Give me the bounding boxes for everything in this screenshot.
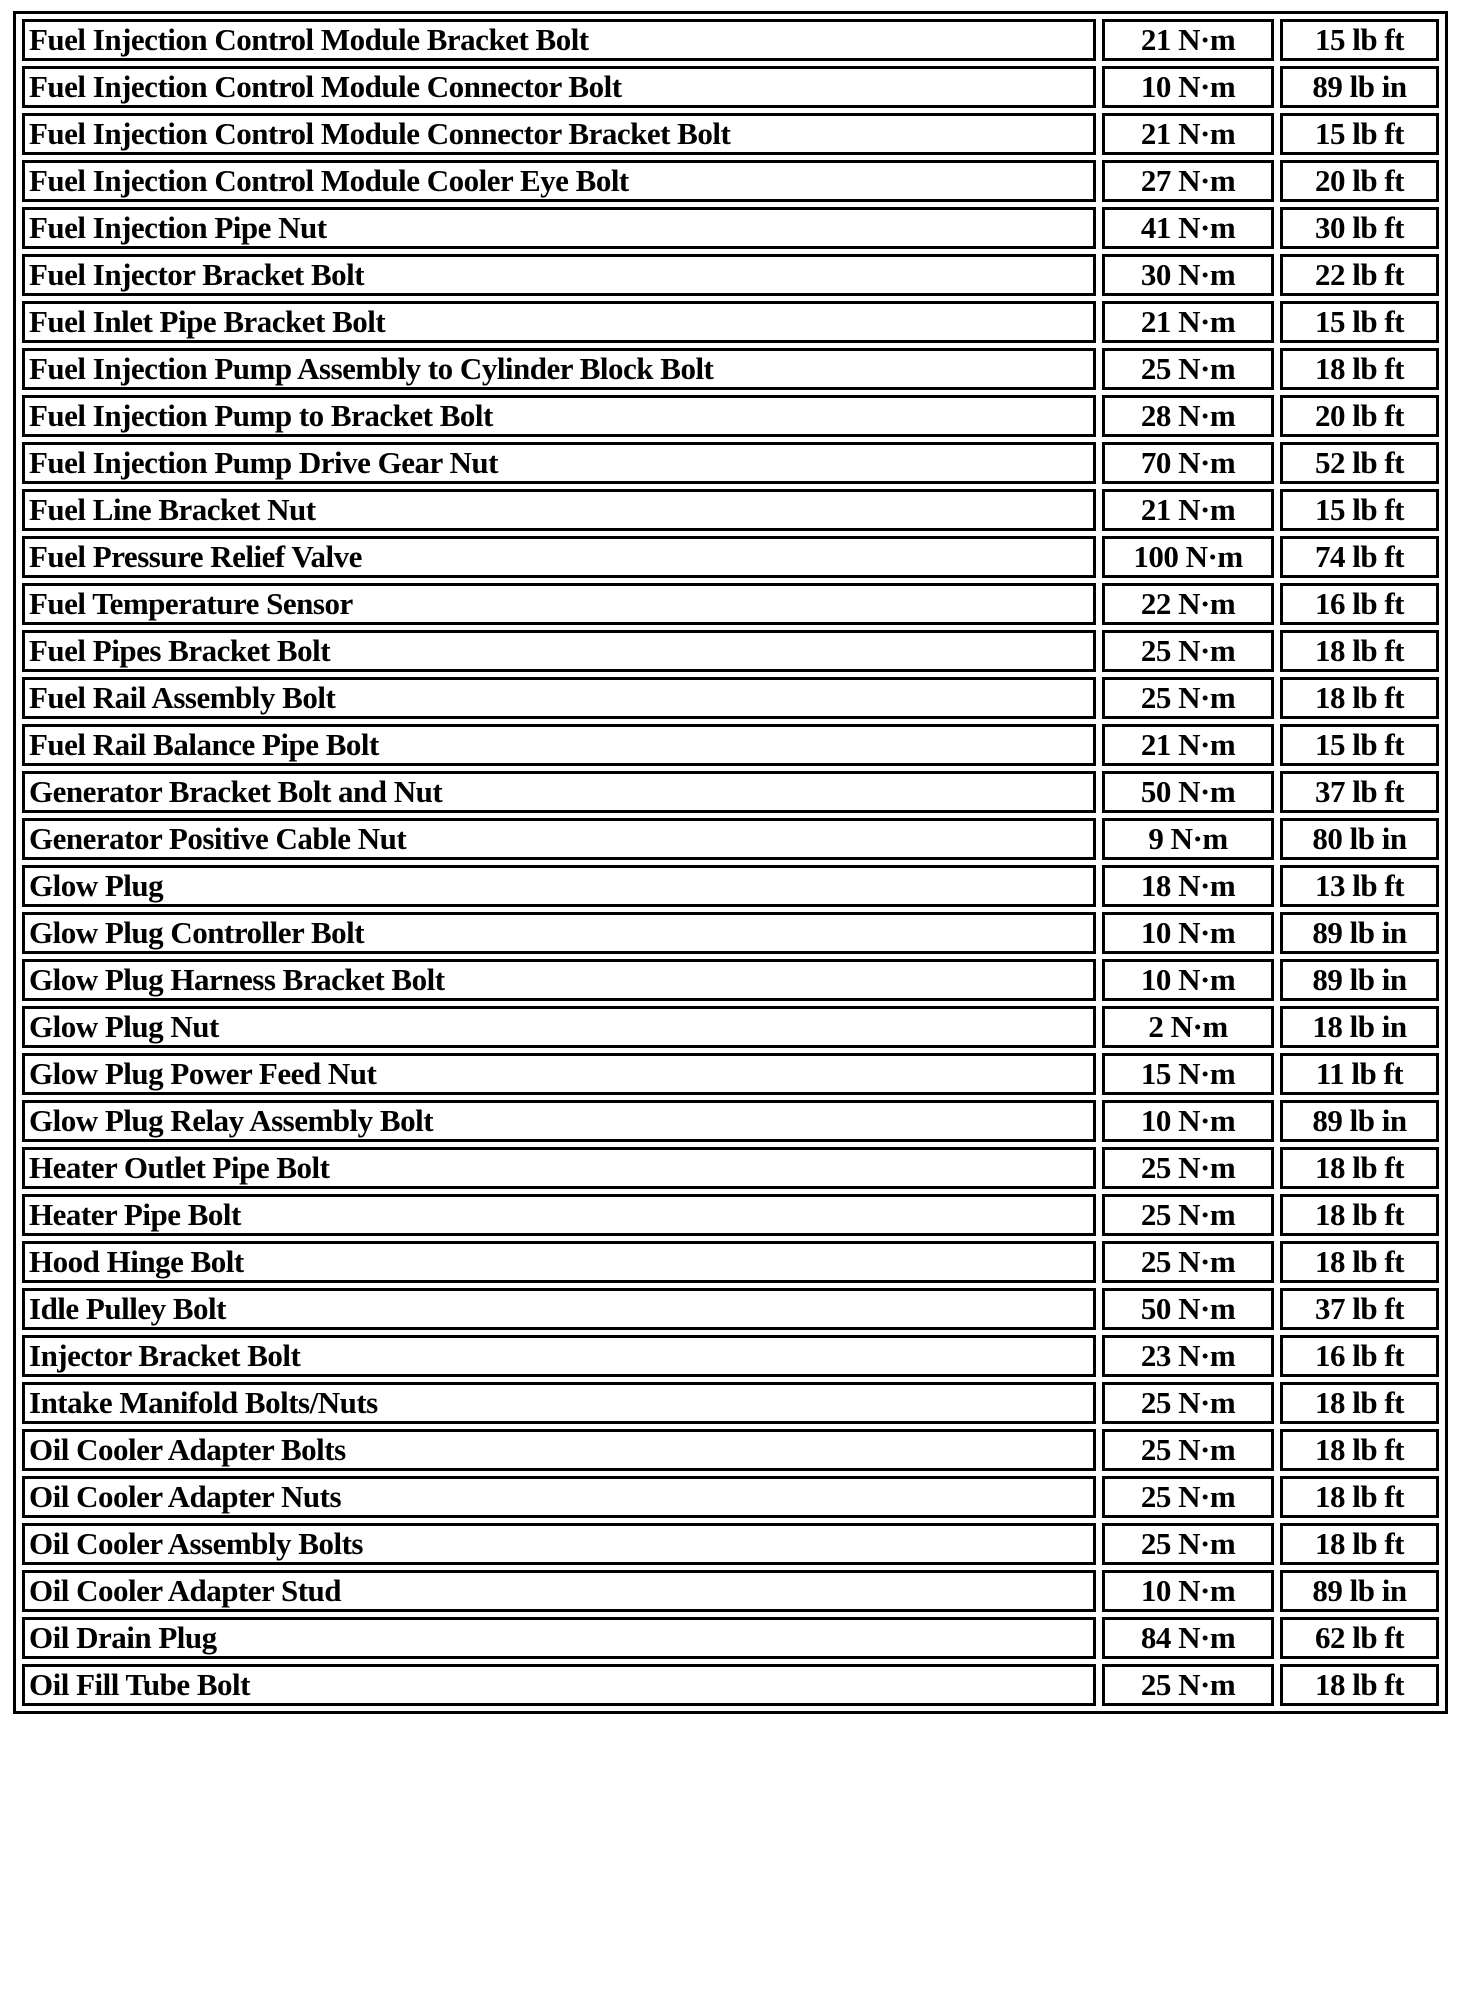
component-cell: Glow Plug Controller Bolt [22,912,1096,954]
english-torque-cell: 89 lb in [1280,1100,1439,1142]
table-row [22,1335,1439,1377]
table-row [22,113,1439,155]
metric-torque-cell: 84 N·m [1102,1617,1274,1659]
component-cell: Glow Plug [22,865,1096,907]
metric-torque-cell: 25 N·m [1102,1194,1274,1236]
metric-torque-cell: 21 N·m [1102,724,1274,766]
english-torque-cell: 15 lb ft [1280,724,1439,766]
component-cell: Fuel Inlet Pipe Bracket Bolt [22,301,1096,343]
metric-torque-cell: 50 N·m [1102,1288,1274,1330]
component-cell: Glow Plug Power Feed Nut [22,1053,1096,1095]
component-cell: Glow Plug Harness Bracket Bolt [22,959,1096,1001]
english-torque-cell: 18 lb ft [1280,1194,1439,1236]
metric-torque-cell: 27 N·m [1102,160,1274,202]
english-torque-cell: 20 lb ft [1280,160,1439,202]
table-row [22,724,1439,766]
component-cell: Fuel Injection Control Module Connector Bracket Bolt [22,113,1096,155]
metric-torque-cell: 10 N·m [1102,1100,1274,1142]
table-row [22,348,1439,390]
english-torque-cell: 18 lb ft [1280,348,1439,390]
english-torque-cell: 18 lb ft [1280,1476,1439,1518]
component-cell: Fuel Rail Assembly Bolt [22,677,1096,719]
english-torque-cell: 18 lb ft [1280,1241,1439,1283]
component-cell: Fuel Pressure Relief Valve [22,536,1096,578]
component-cell: Fuel Line Bracket Nut [22,489,1096,531]
english-torque-cell: 18 lb ft [1280,677,1439,719]
table-row [22,1523,1439,1565]
torque-table [16,14,1445,1711]
english-torque-cell: 89 lb in [1280,959,1439,1001]
metric-torque-cell: 10 N·m [1102,66,1274,108]
metric-torque-cell: 30 N·m [1102,254,1274,296]
table-row [22,207,1439,249]
table-row [22,1241,1439,1283]
english-torque-cell: 22 lb ft [1280,254,1439,296]
table-row [22,1053,1439,1095]
table-row [22,395,1439,437]
metric-torque-cell: 25 N·m [1102,630,1274,672]
english-torque-cell: 13 lb ft [1280,865,1439,907]
table-row [22,1617,1439,1659]
metric-torque-cell: 21 N·m [1102,489,1274,531]
english-torque-cell: 89 lb in [1280,66,1439,108]
english-torque-cell: 62 lb ft [1280,1617,1439,1659]
english-torque-cell: 89 lb in [1280,912,1439,954]
component-cell: Glow Plug Relay Assembly Bolt [22,1100,1096,1142]
metric-torque-cell: 28 N·m [1102,395,1274,437]
component-cell: Fuel Rail Balance Pipe Bolt [22,724,1096,766]
table-row [22,301,1439,343]
component-cell: Intake Manifold Bolts/Nuts [22,1382,1096,1424]
metric-torque-cell: 25 N·m [1102,1523,1274,1565]
torque-table-body [22,19,1439,1706]
metric-torque-cell: 10 N·m [1102,959,1274,1001]
component-cell: Fuel Injection Control Module Connector Bolt [22,66,1096,108]
table-row [22,1006,1439,1048]
table-row [22,536,1439,578]
metric-torque-cell: 21 N·m [1102,301,1274,343]
table-row [22,771,1439,813]
english-torque-cell: 18 lb in [1280,1006,1439,1048]
component-cell: Glow Plug Nut [22,1006,1096,1048]
english-torque-cell: 20 lb ft [1280,395,1439,437]
metric-torque-cell: 25 N·m [1102,1664,1274,1706]
metric-torque-cell: 50 N·m [1102,771,1274,813]
table-row [22,1429,1439,1471]
component-cell: Generator Positive Cable Nut [22,818,1096,860]
english-torque-cell: 18 lb ft [1280,1429,1439,1471]
component-cell: Fuel Injection Control Module Cooler Eye Bolt [22,160,1096,202]
component-cell: Fuel Injection Pump to Bracket Bolt [22,395,1096,437]
table-row [22,818,1439,860]
component-cell: Generator Bracket Bolt and Nut [22,771,1096,813]
table-row [22,583,1439,625]
english-torque-cell: 18 lb ft [1280,1523,1439,1565]
table-row [22,1570,1439,1612]
component-cell: Heater Outlet Pipe Bolt [22,1147,1096,1189]
table-row [22,254,1439,296]
component-cell: Fuel Injection Control Module Bracket Bolt [22,19,1096,61]
english-torque-cell: 18 lb ft [1280,630,1439,672]
component-cell: Oil Fill Tube Bolt [22,1664,1096,1706]
component-cell: Fuel Temperature Sensor [22,583,1096,625]
english-torque-cell: 15 lb ft [1280,301,1439,343]
component-cell: Idle Pulley Bolt [22,1288,1096,1330]
english-torque-cell: 18 lb ft [1280,1664,1439,1706]
table-row [22,19,1439,61]
metric-torque-cell: 10 N·m [1102,1570,1274,1612]
english-torque-cell: 16 lb ft [1280,583,1439,625]
torque-spec-table [13,11,1448,1714]
metric-torque-cell: 70 N·m [1102,442,1274,484]
english-torque-cell: 15 lb ft [1280,19,1439,61]
metric-torque-cell: 25 N·m [1102,1382,1274,1424]
english-torque-cell: 18 lb ft [1280,1382,1439,1424]
english-torque-cell: 16 lb ft [1280,1335,1439,1377]
english-torque-cell: 74 lb ft [1280,536,1439,578]
english-torque-cell: 52 lb ft [1280,442,1439,484]
table-row [22,1100,1439,1142]
english-torque-cell: 89 lb in [1280,1570,1439,1612]
component-cell: Oil Cooler Assembly Bolts [22,1523,1096,1565]
english-torque-cell: 18 lb ft [1280,1147,1439,1189]
table-row [22,489,1439,531]
table-row [22,66,1439,108]
component-cell: Heater Pipe Bolt [22,1194,1096,1236]
metric-torque-cell: 10 N·m [1102,912,1274,954]
metric-torque-cell: 9 N·m [1102,818,1274,860]
table-row [22,630,1439,672]
table-row [22,1476,1439,1518]
metric-torque-cell: 25 N·m [1102,1429,1274,1471]
english-torque-cell: 80 lb in [1280,818,1439,860]
metric-torque-cell: 15 N·m [1102,1053,1274,1095]
table-row [22,1194,1439,1236]
component-cell: Oil Cooler Adapter Nuts [22,1476,1096,1518]
metric-torque-cell: 25 N·m [1102,1147,1274,1189]
table-row [22,1147,1439,1189]
component-cell: Fuel Injection Pump Assembly to Cylinder Block Bolt [22,348,1096,390]
metric-torque-cell: 21 N·m [1102,19,1274,61]
component-cell: Fuel Injection Pump Drive Gear Nut [22,442,1096,484]
component-cell: Oil Cooler Adapter Bolts [22,1429,1096,1471]
table-row [22,160,1439,202]
component-cell: Fuel Injector Bracket Bolt [22,254,1096,296]
table-row [22,1382,1439,1424]
component-cell: Hood Hinge Bolt [22,1241,1096,1283]
metric-torque-cell: 25 N·m [1102,1241,1274,1283]
metric-torque-cell: 25 N·m [1102,348,1274,390]
table-row [22,442,1439,484]
table-row [22,677,1439,719]
component-cell: Injector Bracket Bolt [22,1335,1096,1377]
metric-torque-cell: 21 N·m [1102,113,1274,155]
english-torque-cell: 37 lb ft [1280,1288,1439,1330]
metric-torque-cell: 22 N·m [1102,583,1274,625]
table-row [22,959,1439,1001]
metric-torque-cell: 100 N·m [1102,536,1274,578]
component-cell: Fuel Pipes Bracket Bolt [22,630,1096,672]
table-row [22,1288,1439,1330]
metric-torque-cell: 25 N·m [1102,677,1274,719]
table-row [22,1664,1439,1706]
table-row [22,865,1439,907]
component-cell: Oil Drain Plug [22,1617,1096,1659]
english-torque-cell: 15 lb ft [1280,113,1439,155]
metric-torque-cell: 2 N·m [1102,1006,1274,1048]
component-cell: Fuel Injection Pipe Nut [22,207,1096,249]
english-torque-cell: 30 lb ft [1280,207,1439,249]
metric-torque-cell: 25 N·m [1102,1476,1274,1518]
english-torque-cell: 37 lb ft [1280,771,1439,813]
table-row [22,912,1439,954]
english-torque-cell: 15 lb ft [1280,489,1439,531]
metric-torque-cell: 41 N·m [1102,207,1274,249]
english-torque-cell: 11 lb ft [1280,1053,1439,1095]
metric-torque-cell: 23 N·m [1102,1335,1274,1377]
metric-torque-cell: 18 N·m [1102,865,1274,907]
component-cell: Oil Cooler Adapter Stud [22,1570,1096,1612]
